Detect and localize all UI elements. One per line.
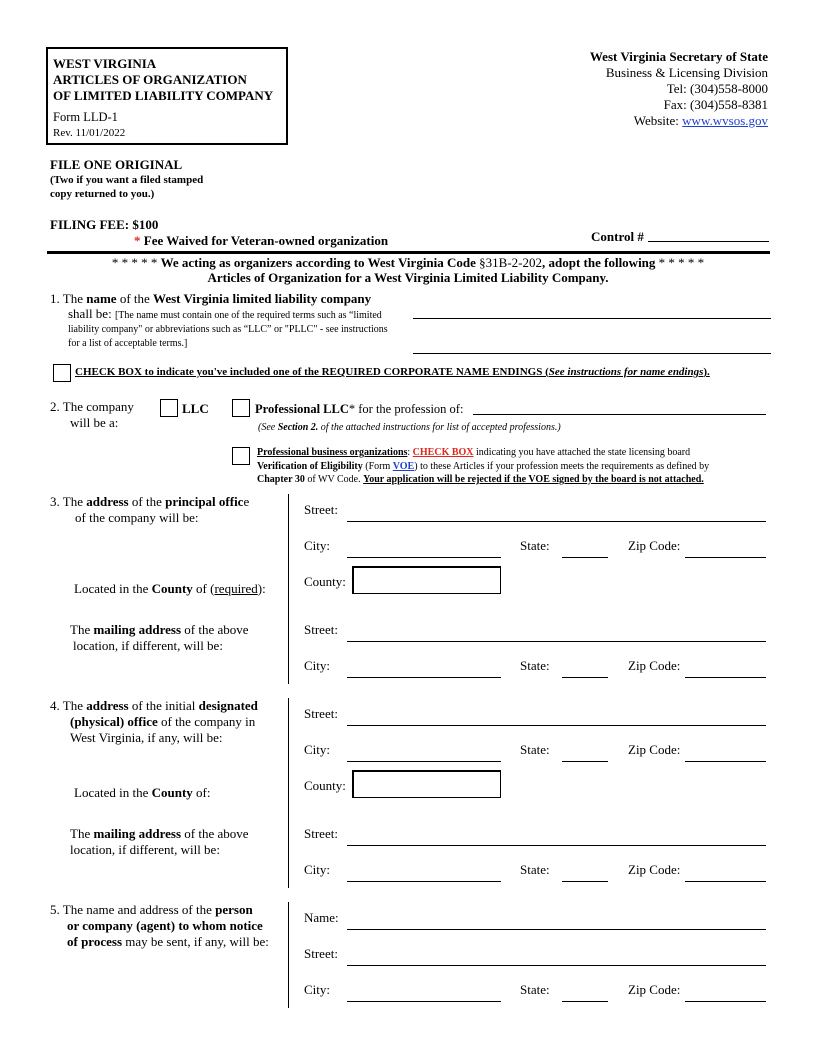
s5-heading: 5. The name and address of the person or company (agent) to whom notice of process may be sent, if any, will be: — [50, 902, 269, 949]
preamble: * * * * * We acting as organizers according to West Virginia Code §31B-2-202, adopt the following * * * * * Articles of Organization for a West Virginia Limited Liability Company. — [111, 255, 705, 285]
s4-mail-street-label: Street: — [304, 826, 338, 841]
s3-mail-street-label: Street: — [304, 622, 338, 637]
s4-zip-field[interactable] — [685, 761, 766, 762]
sos-tel: Tel: (304)558-8000 — [666, 81, 768, 96]
s4-mail-city-field[interactable] — [347, 881, 501, 882]
s3-mail-zip-field[interactable] — [685, 677, 766, 678]
form-title-line3: OF LIMITED LIABILITY COMPANY — [53, 88, 274, 103]
s5-divider — [288, 902, 289, 1008]
file-one-note2: copy returned to you.) — [50, 188, 155, 200]
s4-county-label: County: — [304, 778, 346, 793]
s5-name-field[interactable] — [347, 929, 766, 930]
s5-street-label: Street: — [304, 946, 338, 961]
control-number-label: Control # — [591, 229, 644, 244]
s5-zip-label: Zip Code: — [628, 982, 681, 997]
form-number: Form LLD-1 — [53, 110, 118, 124]
s3-mail-city-label: City: — [304, 658, 331, 673]
s4-county-text: Located in the County of: — [74, 785, 211, 800]
profession-field[interactable] — [473, 414, 766, 415]
s5-state-label: State: — [520, 982, 550, 997]
sos-name: West Virginia Secretary of State — [589, 49, 768, 64]
sos-contact-block — [590, 49, 768, 129]
voe-link[interactable]: VOE — [392, 460, 415, 472]
s2-heading: 2. The company will be a: — [50, 399, 134, 430]
s3-divider — [288, 494, 289, 684]
professional-llc-label: Professional LLC* for the profession of: — [255, 402, 464, 416]
s5-zip-field[interactable] — [685, 1001, 766, 1002]
s3-mail-state-label: State: — [520, 658, 550, 673]
s3-county-text: Located in the County of (required): — [74, 581, 266, 596]
form-revision: Rev. 11/01/2022 — [53, 127, 126, 139]
s4-city-field[interactable] — [347, 761, 501, 762]
control-number-field[interactable] — [648, 241, 769, 242]
llc-checkbox[interactable] — [160, 399, 178, 417]
file-one-note1: (Two if you want a filed stamped — [50, 174, 204, 186]
s4-mailing-text: The mailing address of the above location, if different, will be: — [70, 826, 249, 857]
s4-state-label: State: — [520, 742, 550, 757]
voe-instruction: Professional business organizations: CHECK BOX indicating you have attached the state licensing board Verification of Eligibility (Form VOE) to these Articles if your profession meets the requirements as defined by Chapter 30 of WV Code. Your application will be rejected if the VOE signed by the board is not attached. — [257, 447, 710, 485]
s3-mail-state-field[interactable] — [562, 677, 608, 678]
s3-heading: 3. The address of the principal office of the company will be: — [50, 494, 250, 525]
s3-zip-label: Zip Code: — [628, 538, 681, 553]
s4-mail-zip-label: Zip Code: — [628, 862, 681, 877]
company-name-field-2[interactable] — [413, 353, 771, 354]
s4-mail-street-field[interactable] — [347, 845, 766, 846]
s4-mail-state-field[interactable] — [562, 881, 608, 882]
s4-street-label: Street: — [304, 706, 338, 721]
s3-mailing-text: The mailing address of the above location, if different, will be: — [70, 622, 249, 653]
voe-checkbox[interactable] — [232, 447, 250, 465]
form-title-line2: ARTICLES OF ORGANIZATION — [53, 72, 247, 87]
form-title-box — [46, 47, 288, 145]
fee-waived: * Fee Waived for Veteran-owned organization — [134, 233, 389, 248]
s3-mail-street-field[interactable] — [347, 641, 766, 642]
sos-division: Business & Licensing Division — [605, 65, 768, 80]
s3-county-label: County: — [304, 574, 346, 589]
profession-note: (See Section 2. of the attached instructions for list of accepted professions.) — [258, 422, 561, 433]
s4-divider — [288, 698, 289, 888]
file-one-block — [50, 157, 203, 201]
s3-street-label: Street: — [304, 502, 338, 517]
name-ending-checkbox[interactable] — [53, 364, 71, 382]
s4-state-field[interactable] — [562, 761, 608, 762]
s4-mail-state-label: State: — [520, 862, 550, 877]
s5-state-field[interactable] — [562, 1001, 608, 1002]
s3-city-field[interactable] — [347, 557, 501, 558]
s3-street-field[interactable] — [347, 521, 766, 522]
s5-name-label: Name: — [304, 910, 339, 925]
s4-city-label: City: — [304, 742, 331, 757]
s4-street-field[interactable] — [347, 725, 766, 726]
name-ending-instruction: CHECK BOX to indicate you've included one of the REQUIRED CORPORATE NAME ENDINGS (See instructions for name endings). — [75, 366, 710, 378]
header-rule — [47, 251, 770, 254]
s4-mail-zip-field[interactable] — [685, 881, 766, 882]
s3-mail-zip-label: Zip Code: — [628, 658, 681, 673]
professional-llc-checkbox[interactable] — [232, 399, 250, 417]
company-name-field-1[interactable] — [413, 318, 771, 319]
s1-note: shall be: [The name must contain one of the required terms such as “limited liability company" or abbreviations such as “LLC” or "PLLC" - see instructions for a list of acceptable terms.] — [68, 306, 388, 349]
s4-county-field[interactable] — [352, 770, 501, 798]
llc-label: LLC — [182, 401, 209, 416]
s3-city-label: City: — [304, 538, 331, 553]
s3-state-field[interactable] — [562, 557, 608, 558]
s4-heading: 4. The address of the initial designated (physical) office of the company in West Virginia, if any, will be: — [50, 698, 258, 745]
s4-mail-city-label: City: — [304, 862, 331, 877]
sos-website: Website: www.wvsos.gov — [633, 113, 768, 128]
s3-county-field[interactable] — [352, 566, 501, 594]
file-one-title: FILE ONE ORIGINAL — [50, 157, 183, 172]
form-title-line1: WEST VIRGINIA — [53, 56, 157, 71]
sos-fax: Fax: (304)558-8381 — [663, 97, 768, 112]
s3-state-label: State: — [520, 538, 550, 553]
s5-city-label: City: — [304, 982, 331, 997]
s1-heading: 1. The name of the West Virginia limited liability company — [50, 291, 372, 306]
s4-zip-label: Zip Code: — [628, 742, 681, 757]
s3-zip-field[interactable] — [685, 557, 766, 558]
filing-fee: FILING FEE: $100 — [50, 217, 159, 232]
s5-city-field[interactable] — [347, 1001, 501, 1002]
s5-street-field[interactable] — [347, 965, 766, 966]
s3-mail-city-field[interactable] — [347, 677, 501, 678]
website-link[interactable]: www.wvsos.gov — [682, 113, 768, 128]
